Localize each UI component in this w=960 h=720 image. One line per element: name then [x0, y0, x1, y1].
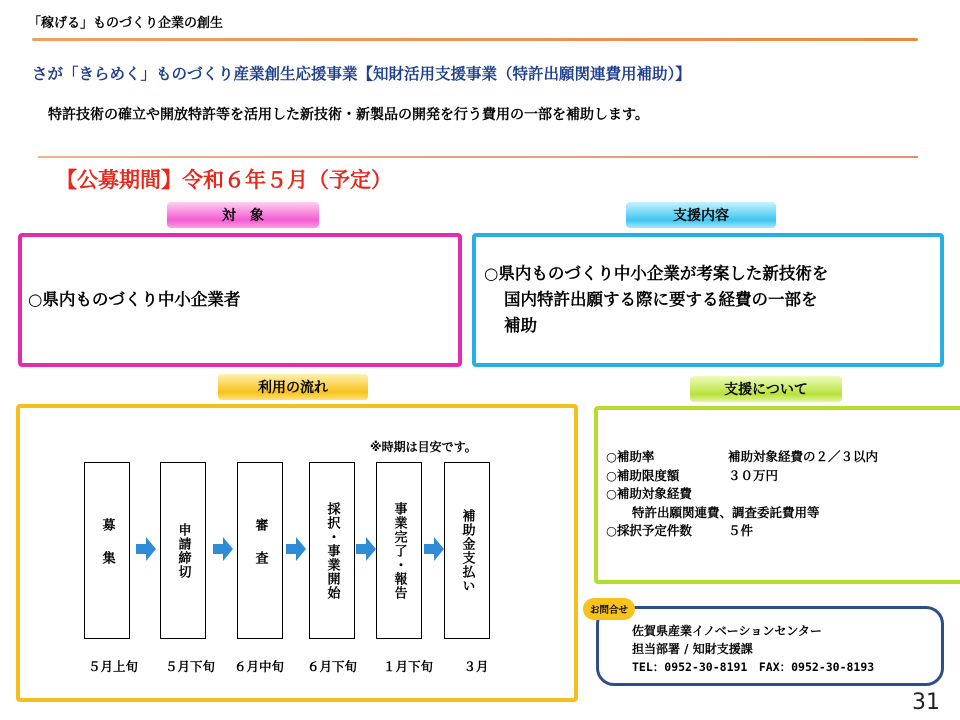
- page-number: 31: [912, 690, 940, 715]
- about-key: ○補助率: [606, 449, 655, 464]
- flow-step-completion: [376, 462, 422, 639]
- flow-step-label: 採択・事業開始: [324, 501, 340, 600]
- about-value: 補助対象経費の２／３以内: [728, 449, 879, 464]
- right-arrow-icon: [356, 537, 376, 561]
- about-value: ３０万円: [728, 467, 779, 483]
- application-period: 【公募期間】令和６年５月（予定）: [56, 168, 392, 192]
- about-row: [606, 522, 878, 541]
- contact-badge: お問合せ: [583, 598, 635, 620]
- about-value: 特許出願関連費、調査委託費用等: [632, 504, 820, 520]
- flow-step-date: ６月中旬: [233, 659, 284, 674]
- target-heading: 対 象: [167, 202, 319, 228]
- about-heading: 支援について: [690, 376, 842, 402]
- right-arrow-icon: [424, 537, 444, 561]
- about-row: [606, 485, 878, 504]
- contact-tel: TEL：0952-30-8191 FAX：0952-30-8193: [632, 660, 875, 674]
- separator-rule: [38, 156, 918, 158]
- flow-step-payment: [444, 462, 490, 639]
- contact-org: 佐賀県産業イノベーションセンター: [632, 624, 822, 638]
- support-text: [484, 261, 940, 339]
- about-key: ○補助対象経費: [606, 486, 692, 501]
- about-key: ○採択予定件数: [606, 523, 692, 538]
- flow-step-label: 審査: [252, 517, 268, 584]
- right-arrow-icon: [136, 537, 156, 561]
- flow-step-adoption: [309, 462, 355, 639]
- about-list: [606, 448, 878, 541]
- flow-step-date: ５月上旬: [87, 659, 138, 674]
- flow-step-recruit: [84, 462, 130, 639]
- flow-heading: 利用の流れ: [218, 374, 368, 400]
- flow-note: ※時期は目安です。: [370, 440, 477, 454]
- right-arrow-icon: [286, 537, 306, 561]
- header-rule: [32, 38, 918, 41]
- support-heading: 支援内容: [626, 202, 776, 228]
- flow-step-label: 補助金支払い: [459, 508, 475, 593]
- flow-step-date: ６月下旬: [306, 659, 357, 674]
- about-row: [606, 504, 878, 523]
- flow-step-date: １月下旬: [382, 659, 433, 674]
- about-key: ○補助限度額: [606, 467, 680, 483]
- flow-step-review: [237, 462, 283, 639]
- project-title: さが「きらめく」ものづくり産業創生応援事業【知財活用支援事業（特許出願関連費用補助）】: [32, 65, 691, 83]
- section-header-label: 「稼げる」ものづくり企業の創生: [28, 16, 224, 31]
- flow-step-deadline: [160, 462, 206, 639]
- target-text: ○県内ものづくり中小企業者: [28, 290, 241, 309]
- contact-dept: 担当部署 / 知財支援課: [632, 642, 753, 656]
- right-arrow-icon: [213, 537, 233, 561]
- flow-step-label: 募集: [99, 517, 115, 584]
- about-row: [606, 467, 878, 486]
- about-row: [606, 448, 878, 467]
- support-line: 国内特許出願する際に要する経費の一部を: [504, 290, 818, 309]
- flow-step-date: ３月: [463, 659, 489, 674]
- project-description: 特許技術の確立や開放特許等を活用した新技術・新製品の開発を行う費用の一部を補助します。: [48, 107, 649, 123]
- contact-info: [632, 622, 874, 676]
- flow-step-label: 事業完了・報告: [391, 501, 407, 600]
- flow-step-label: 申請締切: [175, 522, 191, 579]
- flow-step-date: ５月下旬: [164, 659, 215, 674]
- support-line: ○県内ものづくり中小企業が考案した新技術を: [484, 264, 829, 283]
- support-line: 補助: [504, 316, 537, 335]
- about-value: ５件: [728, 523, 754, 538]
